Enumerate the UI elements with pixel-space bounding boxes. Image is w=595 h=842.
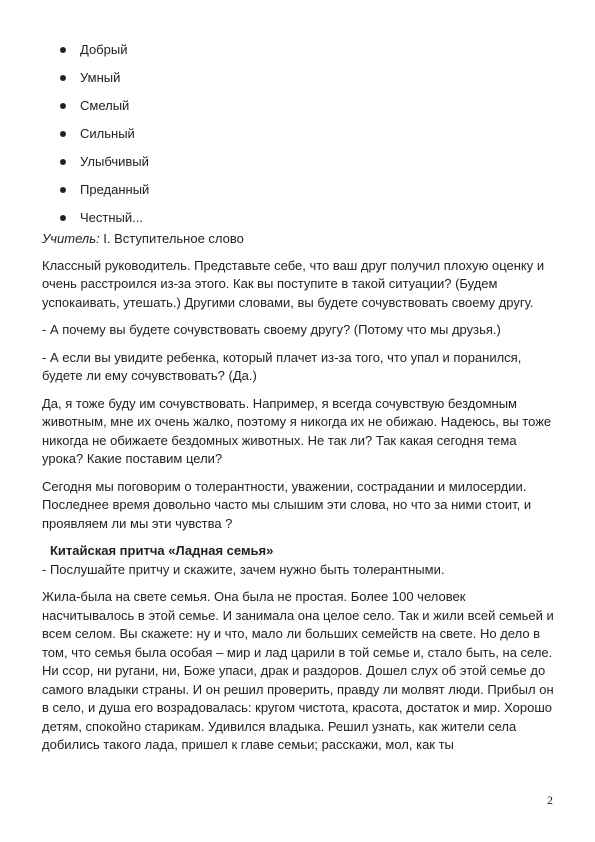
bullet-icon bbox=[60, 215, 66, 221]
paragraph: Сегодня мы поговорим о толерантности, уважении, сострадании и милосердии. Последнее время довольно часто мы слышим эти слова, но что за ними стоит, и проявляем ли мы эти чувства ? bbox=[42, 478, 532, 531]
teacher-text: I. Вступительное слово bbox=[99, 231, 244, 246]
text-column bbox=[42, 38, 557, 764]
parable-title: Китайская притча «Ладная семья» bbox=[50, 543, 274, 558]
list-item: Преданный bbox=[42, 178, 557, 206]
list-item: Честный... bbox=[42, 206, 557, 234]
parable-text: Жила-была на свете семья. Она была не простая. Более 100 человек насчитывалось в этой семье. И занимала она целое село. Так и жили всей семьей и всем селом. Вы скажете: ну и что, мало ли больших семейств на свете. Но дело в том, что семья была особая – мир и лад царили в той семье и, стало быть, на селе. Ни ссор, ни ругани, ни, Боже упаси, драк и раздоров. Дошел слух об этой семье до самого владыки страны. И он решил проверить, правду ли молвят люди. Прибыл он в село, и душа его возрадовалась: кругом чистота, красота, достаток и мир. Хорошо детям, спокойно старикам. Удивился владыка. Решил узнать, как жители села добились такого лада, пришел к главе семьи; расскажи, мол, как ты bbox=[42, 589, 554, 752]
list-item: Добрый bbox=[42, 38, 557, 66]
paragraph: Классный руководитель. Представьте себе, что ваш друг получил плохую оценку и очень расстроился из-за этого. Как вы поступите в такой ситуации? (Будем успокаивать, утешать.) Другими словами, вы будете сочувствовать своему другу. bbox=[42, 257, 545, 310]
bullet-icon bbox=[60, 103, 66, 109]
bullet-icon bbox=[60, 47, 66, 53]
paragraph: Да, я тоже буду им сочувствовать. Например, я всегда сочувствую бездомным животным, мне их очень жалко, поэтому я никогда их не обижаю. Надеюсь, вы тоже никогда не обижаете бездомных животных. Не так ли? Так какая сегодня тема урока? Какие поставим цели? bbox=[42, 395, 552, 466]
list-item: Улыбчивый bbox=[42, 150, 557, 178]
parable-instruction: - Послушайте притчу и скажите, зачем нужно быть толерантными. bbox=[42, 561, 445, 577]
list-item: Умный bbox=[42, 66, 557, 94]
list-item: Смелый bbox=[42, 94, 557, 122]
page-number: 2 bbox=[547, 793, 553, 807]
bullet-icon bbox=[60, 187, 66, 193]
bullet-icon bbox=[60, 75, 66, 81]
bullet-icon bbox=[60, 131, 66, 137]
paragraph: - А если вы увидите ребенка, который плачет из-за того, что упал и поранился, будете ли ему сочувствовать? (Да.) bbox=[42, 349, 522, 383]
paragraph: - А почему вы будете сочувствовать своему другу? (Потому что мы друзья.) bbox=[42, 322, 501, 337]
qualities-list bbox=[42, 38, 557, 234]
list-item: Сильный bbox=[42, 122, 557, 150]
teacher-role: Учитель: bbox=[42, 231, 100, 246]
bullet-icon bbox=[60, 159, 66, 165]
